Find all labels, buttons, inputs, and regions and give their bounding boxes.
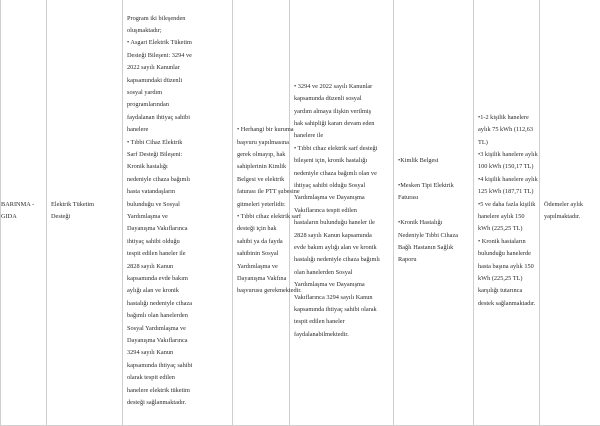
text-line: kWh (225,25 TL) — [478, 223, 535, 235]
text-line: hanelere ile — [294, 130, 389, 142]
text-line: Yardımlaşma ve Dayanışma — [294, 192, 389, 204]
text-line: • 3294 ve 2022 sayılı Kanunlar — [294, 81, 389, 93]
text-line: Elektrik Tüketim — [51, 199, 118, 211]
text-line: faydalanabilmektedir. — [294, 329, 389, 341]
text-line: nedeniyle cihaza bağımlı — [127, 174, 228, 186]
text-line: Belgesi ve elektrik — [237, 174, 285, 186]
text-line: oluşmaktadır; — [127, 25, 228, 37]
text-line: gerek olmayıp, hak — [237, 149, 285, 161]
text-line: • Asgari Elektrik Tüketim — [127, 37, 228, 49]
text-line: ihtiyaç sahibi olduğu — [127, 236, 228, 248]
text-line: hastaların bulunduğu haneler ile — [294, 217, 389, 229]
text-line: Sosyal Yardımlaşma ve — [127, 323, 228, 335]
text-line: tespit edilen haneler — [294, 316, 389, 328]
text-line: hastalığı nedeniyle cihaza bağımlı — [294, 254, 389, 266]
application-cell — [233, 0, 290, 426]
text-line: Bağlı Hastanın Sağlık — [398, 242, 469, 254]
text-line: aylığı alan ve kronik — [127, 285, 228, 297]
text-line: BARINMA - — [1, 199, 42, 211]
text-line: kapsamında evde bakım — [127, 273, 228, 285]
text-line: hasta vatandaşların — [127, 186, 228, 198]
amounts-text — [478, 112, 535, 311]
text-line: sosyal yardım — [127, 87, 228, 99]
text-line: Yardımlaşma ve — [127, 211, 228, 223]
text-line: faturası ile PTT şubesine — [237, 186, 285, 198]
amounts-cell — [474, 0, 540, 426]
text-line: Sarf Desteği Bileşeni: — [127, 149, 228, 161]
text-line: •1-2 kişilik hanelere — [478, 112, 535, 124]
text-line: Ödemeler aylık — [544, 199, 596, 211]
text-line: ihtiyaç sahibi olduğu Sosyal — [294, 180, 389, 192]
text-line: faydalanan ihtiyaç sahibi — [127, 112, 228, 124]
text-line: 125 kWh (187,71 TL) — [478, 186, 535, 198]
description-cell — [123, 0, 233, 426]
text-line: • Tıbbi cihaz elektrik sarf — [237, 211, 285, 223]
text-line: kapsamındaki düzenli — [127, 75, 228, 87]
text-line: Dayanışma Vakıflarınca — [127, 223, 228, 235]
text-line: Yardımlaşma ve Dayanışma — [294, 279, 389, 291]
eligibility-text — [294, 81, 389, 342]
text-line: •3 kişilik hanelere aylık — [478, 149, 535, 161]
text-line: •4 kişilik hanelere aylık — [478, 174, 535, 186]
text-line: Vakıflarınca tespit edilen — [294, 205, 389, 217]
text-line: 2828 sayılı Kanun kapsamında — [294, 230, 389, 242]
text-line: •Mesken Tipi Elektrik — [398, 180, 469, 192]
text-line: bulunduğu ve Sosyal — [127, 199, 228, 211]
payment-text — [544, 199, 596, 224]
text-line: 2022 sayılı Kanunlar — [127, 62, 228, 74]
text-line: GIDA — [1, 211, 42, 223]
text-line: kapsamında ihtiyaç sahibi olarak — [294, 304, 389, 316]
text-line: Program iki bileşenden — [127, 13, 228, 25]
text-line: desteği sağlanmaktadır. — [127, 397, 228, 409]
text-line: Dayanışma Vakıflarınca — [127, 335, 228, 347]
text-line: hanelere elektrik tüketim — [127, 385, 228, 397]
description-text — [127, 13, 228, 410]
text-line: başvuru yapılmasına — [237, 137, 285, 149]
documents-cell — [394, 0, 474, 426]
text-line: programlarından — [127, 99, 228, 111]
text-line: kapsamında düzenli sosyal — [294, 93, 389, 105]
text-line: yardım almaya ilişkin verilmiş — [294, 106, 389, 118]
text-line: Faturası — [398, 192, 469, 204]
service-text — [51, 199, 118, 224]
text-line: nedeniyle cihaza bağımlı olan ve — [294, 168, 389, 180]
table-row — [1, 0, 600, 426]
text-line — [398, 205, 469, 217]
application-text — [237, 124, 285, 298]
text-line: Nedeniyle Tıbbi Cihaza — [398, 230, 469, 242]
text-line: olan hanelerden Sosyal — [294, 267, 389, 279]
text-line: sahiplerinin Kimlik — [237, 161, 285, 173]
payment-cell — [540, 0, 600, 426]
text-line: bileşeni için, kronik hastalığı — [294, 155, 389, 167]
text-line: gitmeleri yeterlidir. — [237, 199, 285, 211]
text-line: desteği için hak — [237, 223, 285, 235]
text-line: aylık 75 kWh (112,63 — [478, 124, 535, 136]
text-line: •5 ve daha fazla kişilik — [478, 199, 535, 211]
text-line: TL) — [478, 137, 535, 149]
text-line — [398, 168, 469, 180]
text-line: Vakıflarınca 3294 sayılı Kanun — [294, 292, 389, 304]
text-line: hasta başına aylık 150 — [478, 261, 535, 273]
category-text — [1, 199, 42, 224]
text-line: 100 kWh (150,17 TL) — [478, 161, 535, 173]
documents-text — [398, 155, 469, 267]
service-cell — [47, 0, 123, 426]
text-line: tespit edilen haneler ile — [127, 248, 228, 260]
text-line: olarak tespit edilen — [127, 372, 228, 384]
text-line: 3294 sayılı Kanun — [127, 347, 228, 359]
text-line: kapsamında ihtiyaç sahibi — [127, 360, 228, 372]
text-line: • Kronik hastaların — [478, 236, 535, 248]
text-line: kWh (225,25 TL) — [478, 273, 535, 285]
text-line: •Kronik Hastalığı — [398, 217, 469, 229]
text-line: hak sahipliği kararı devam eden — [294, 118, 389, 130]
text-line: bulunduğu hanelerde — [478, 248, 535, 260]
text-line: •Kimlik Belgesi — [398, 155, 469, 167]
text-line: Raporu — [398, 254, 469, 266]
text-line: evde bakım aylığı alan ve kronik — [294, 242, 389, 254]
text-line: Dayanışma Vakfına — [237, 273, 285, 285]
text-line: sahibinin Sosyal — [237, 248, 285, 260]
text-line: yapılmaktadır. — [544, 211, 596, 223]
text-line: 2828 sayılı Kanun — [127, 261, 228, 273]
text-line: • Tıbbi Cihaz Elektrik — [127, 137, 228, 149]
text-line: • Herhangi bir kuruma — [237, 124, 285, 136]
text-line: hanelere — [127, 124, 228, 136]
category-cell — [1, 0, 47, 426]
text-line: başvurusu gerekmektedir. — [237, 285, 285, 297]
text-line: karşılığı tutarınca — [478, 285, 535, 297]
text-line: hastalığı nedeniyle cihaza — [127, 298, 228, 310]
text-line: • Tıbbi cihaz elektrik sarf desteği — [294, 143, 389, 155]
eligibility-cell — [290, 0, 394, 426]
text-line: destek sağlanmaktadır. — [478, 298, 535, 310]
text-line: bağımlı olan hanelerden — [127, 310, 228, 322]
text-line: Kronik hastalığı — [127, 161, 228, 173]
text-line: Yardımlaşma ve — [237, 261, 285, 273]
text-line: hanelere aylık 150 — [478, 211, 535, 223]
text-line: sahibi ya da fayda — [237, 236, 285, 248]
text-line: Desteği Bileşeni: 3294 ve — [127, 50, 228, 62]
text-line: Desteği — [51, 211, 118, 223]
